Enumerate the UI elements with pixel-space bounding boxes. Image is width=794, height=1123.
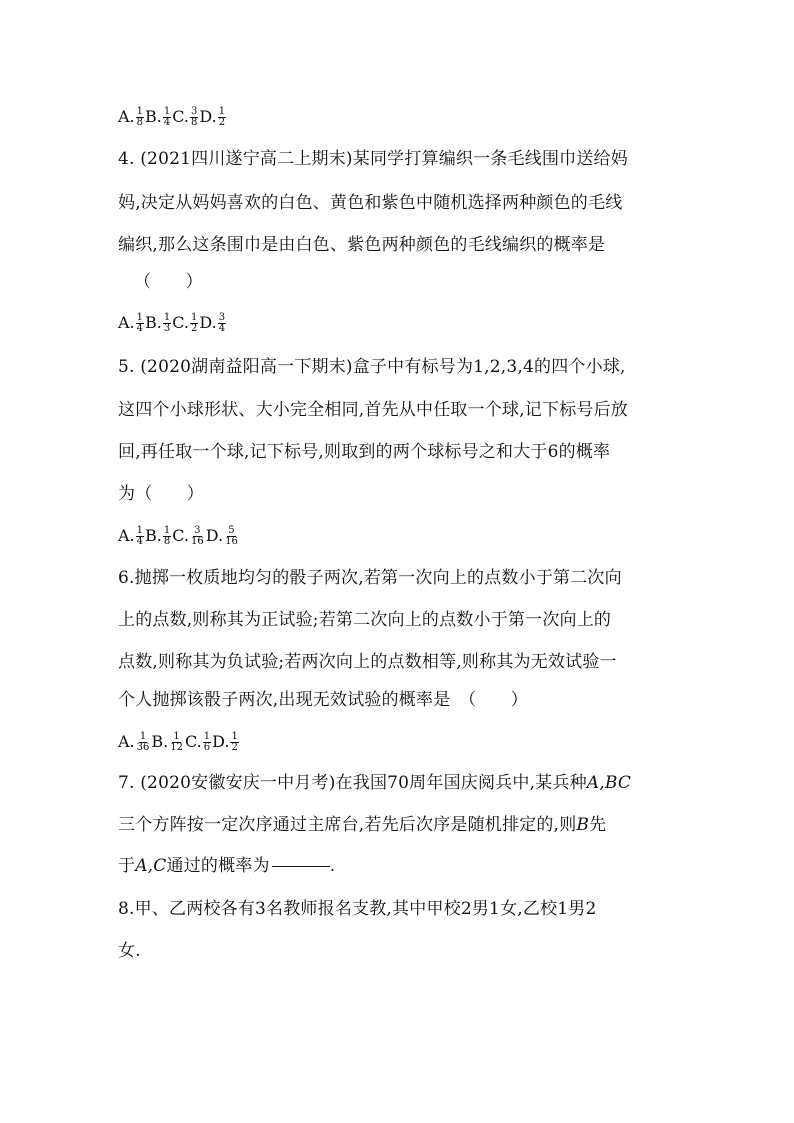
- q6-line-4: 个人抛掷该骰子两次,出现无效试验的概率是 （ ）: [118, 690, 528, 710]
- fraction: [136, 107, 144, 128]
- answer-blank: [272, 866, 330, 867]
- q8-line-2: 女.: [118, 941, 141, 961]
- q5-line-1: 5. (2020湖南益阳高一下期末)盒子中有标号为1,2,3,4的四个小球,: [118, 357, 626, 377]
- denominator: 6: [203, 741, 211, 753]
- q4-line-3: 编织,那么这条围巾是由白色、紫色两种颜色的毛线编织的概率是: [118, 235, 606, 255]
- fraction: [136, 732, 151, 753]
- denominator: 4: [218, 322, 226, 334]
- q7-math: A,C: [135, 856, 167, 876]
- denominator: 4: [163, 116, 171, 128]
- fraction: [163, 107, 171, 128]
- q5-line-3: 回,再任取一个球,记下标号,则取到的两个球标号之和大于6的概率: [118, 442, 611, 462]
- choice-letter: C.: [172, 313, 189, 332]
- choice-letter: D.: [199, 313, 217, 332]
- choice-letter: C.: [172, 107, 189, 126]
- denominator: 8: [163, 535, 171, 547]
- fraction: [190, 107, 198, 128]
- q4-answer-bracket: （ ）: [134, 272, 203, 292]
- fraction: [163, 313, 171, 334]
- denominator: 2: [231, 741, 238, 753]
- fraction: [169, 732, 184, 753]
- fraction: [136, 526, 144, 547]
- denominator: 2: [191, 322, 198, 334]
- numerator: 1: [173, 730, 180, 742]
- fraction: [218, 107, 226, 128]
- denominator: 16: [191, 535, 204, 547]
- q7-line-1: [118, 773, 631, 793]
- fraction: [190, 526, 205, 547]
- numerator: 3: [218, 311, 226, 323]
- fraction: [230, 732, 238, 753]
- q7-text: .: [329, 856, 336, 876]
- choice-letter: B.: [145, 107, 162, 126]
- numerator: 1: [231, 730, 238, 742]
- q5-line-4: 为（ ）: [118, 484, 204, 504]
- q4-line-2: 妈,决定从妈妈喜欢的白色、黄色和紫色中随机选择两种颜色的毛线: [118, 193, 623, 213]
- q7-text: 通过的概率为: [166, 856, 270, 876]
- choice-letter: A.: [118, 732, 135, 751]
- denominator: 3: [163, 322, 171, 334]
- fraction: [190, 313, 198, 334]
- denominator: 12: [170, 741, 183, 753]
- q4-line-1: 4. (2021四川遂宁高二上期末)某同学打算编织一条毛线围巾送给妈: [118, 149, 628, 169]
- choice-letter: B.: [145, 526, 162, 545]
- q7-line-2: [118, 815, 606, 835]
- q6-line-3: 点数,则称其为负试验;若两次向上的点数相等,则称其为无效试验一: [118, 652, 617, 672]
- q6-choices: [118, 731, 240, 753]
- q7-text: 7. (2020安徽安庆一中月考)在我国70周年国庆阅兵中,某兵种: [118, 773, 587, 793]
- choice-letter: A.: [118, 313, 135, 332]
- q4-choices: [118, 312, 227, 334]
- fraction: [136, 313, 144, 334]
- choice-letter: C.: [184, 732, 202, 751]
- denominator: 8: [191, 116, 198, 128]
- choice-letter: D.: [205, 526, 224, 545]
- numerator: 1: [163, 524, 171, 536]
- numerator: 1: [136, 105, 144, 117]
- q8-line-1: 8.甲、乙两校各有3名教师报名支教,其中甲校2男1女,乙校1男2: [118, 899, 597, 919]
- q5-line-2: 这四个小球形状、大小完全相同,首先从中任取一个球,记下标号后放: [118, 400, 629, 420]
- choice-letter: C.: [172, 526, 189, 545]
- choice-letter: B.: [145, 313, 162, 332]
- numerator: 1: [203, 730, 211, 742]
- q3-choices: [118, 106, 227, 128]
- denominator: 4: [136, 535, 144, 547]
- q6-line-2: 上的点数,则称其为正试验;若第二次向上的点数小于第一次向上的: [118, 610, 612, 630]
- fraction: [203, 732, 211, 753]
- choice-letter: D.: [199, 107, 217, 126]
- fraction: [218, 313, 226, 334]
- choice-letter: D.: [212, 732, 230, 751]
- q7-text: 先: [589, 815, 607, 835]
- choice-letter: A.: [118, 526, 135, 545]
- numerator: 1: [136, 524, 144, 536]
- numerator: 1: [218, 105, 226, 117]
- q7-line-3: [118, 856, 335, 876]
- denominator: 2: [218, 116, 226, 128]
- denominator: 8: [136, 116, 144, 128]
- q7-text: 于: [118, 856, 136, 876]
- q5-choices: [118, 525, 240, 547]
- numerator: 5: [228, 524, 235, 536]
- fraction: [163, 526, 171, 547]
- choice-letter: A.: [118, 107, 135, 126]
- choice-letter: B.: [151, 732, 169, 751]
- numerator: 3: [194, 524, 201, 536]
- numerator: 1: [191, 311, 198, 323]
- q7-math: A,BC: [586, 773, 632, 793]
- numerator: 1: [163, 311, 171, 323]
- numerator: 3: [191, 105, 198, 117]
- denominator: 16: [225, 535, 238, 547]
- numerator: 1: [139, 730, 147, 742]
- fraction: [224, 526, 239, 547]
- denominator: 36: [136, 741, 150, 753]
- numerator: 1: [163, 105, 171, 117]
- q6-line-1: 6.抛掷一枚质地均匀的骰子两次,若第一次向上的点数小于第二次向: [118, 568, 622, 588]
- q7-text: 三个方阵按一定次序通过主席台,若先后次序是随机排定的,则: [118, 815, 577, 835]
- numerator: 1: [136, 311, 144, 323]
- denominator: 4: [136, 322, 144, 334]
- q7-math: B: [576, 815, 590, 835]
